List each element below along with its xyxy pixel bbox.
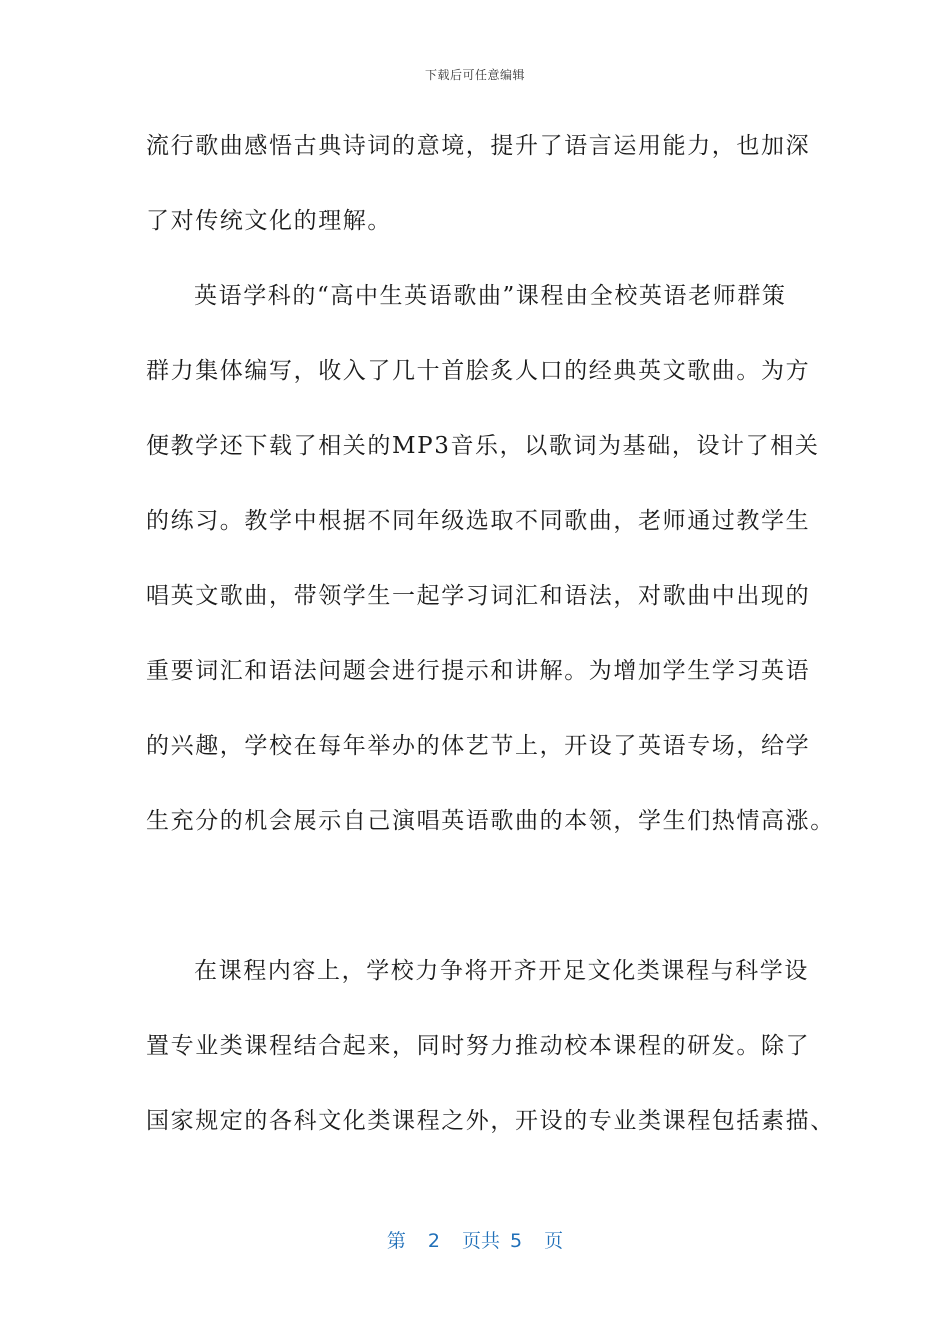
text-line: 在课程内容上，学校力争将开齐开足文化类课程与科学设 xyxy=(194,958,809,984)
total-pages-number: 5 xyxy=(510,1230,523,1252)
current-page-number: 2 xyxy=(427,1230,440,1252)
text-line: 的兴趣，学校在每年举办的体艺节上，开设了英语专场，给学 xyxy=(146,733,811,759)
text-line: 的练习。教学中根据不同年级选取不同歌曲，老师通过教学生 xyxy=(146,508,811,534)
page-footer xyxy=(0,1226,950,1253)
footer-middle: 页共 xyxy=(461,1230,500,1252)
text-line: 流行歌曲感悟古典诗词的意境，提升了语言运用能力，也加深 xyxy=(146,133,811,159)
text-line: 了对传统文化的理解。 xyxy=(146,208,392,234)
header-note: 下载后可任意编辑 xyxy=(424,68,525,82)
footer-prefix: 第 xyxy=(386,1230,406,1252)
text-line: 英语学科的“高中生英语歌曲”课程由全校英语老师群策 xyxy=(194,283,787,309)
text-line: 重要词汇和语法问题会进行提示和讲解。为增加学生学习英语 xyxy=(146,658,811,684)
text-line: 生充分的机会展示自己演唱英语歌曲的本领，学生们热情高涨。 xyxy=(146,808,835,834)
footer-suffix: 页 xyxy=(544,1230,564,1252)
text-line: 唱英文歌曲，带领学生一起学习词汇和语法，对歌曲中出现的 xyxy=(146,583,811,609)
text-line: 国家规定的各科文化类课程之外，开设的专业类课程包括素描、 xyxy=(146,1108,835,1134)
text-line: 便教学还下载了相关的MP3音乐，以歌词为基础，设计了相关 xyxy=(146,433,820,459)
text-line: 置专业类课程结合起来，同时努力推动校本课程的研发。除了 xyxy=(146,1033,811,1059)
text-line: 群力集体编写，收入了几十首脍炙人口的经典英文歌曲。为方 xyxy=(146,358,811,384)
